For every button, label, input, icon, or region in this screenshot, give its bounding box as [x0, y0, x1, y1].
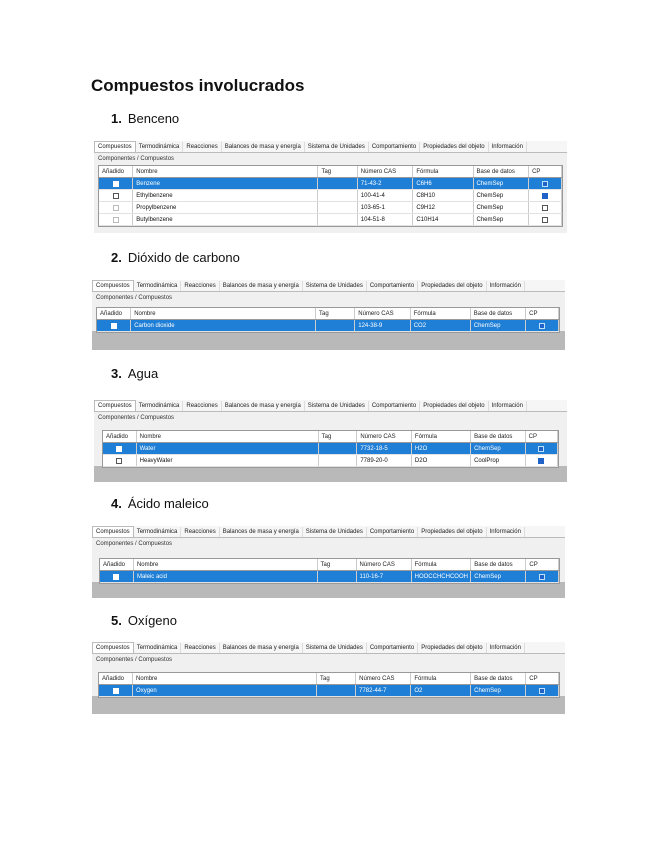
cp-cell: [526, 571, 559, 582]
column-header[interactable]: Tag: [317, 673, 356, 684]
tab-bar: [94, 400, 567, 412]
tab-5[interactable]: Comportamiento: [367, 527, 418, 537]
cp-checkbox[interactable]: [539, 574, 545, 580]
tab-7[interactable]: Información: [487, 527, 525, 537]
cas-number: 100-41-4: [358, 190, 414, 201]
compound-row[interactable]: [99, 214, 562, 226]
cp-cell: [526, 455, 558, 466]
tab-7[interactable]: Información: [489, 401, 527, 411]
tab-2[interactable]: Reacciones: [183, 401, 221, 411]
cas-number: 104-51-8: [358, 214, 414, 225]
grid-header: [99, 673, 559, 685]
tab-6[interactable]: Propiedades del objeto: [418, 281, 486, 291]
column-header[interactable]: Añadido: [97, 308, 131, 319]
empty-grid-area: [92, 331, 565, 350]
compound-name: Butylbenzene: [133, 214, 318, 225]
database: ChemSep: [474, 178, 530, 189]
compound-tag: [318, 214, 357, 225]
section-title-text: Ácido maleico: [127, 496, 209, 511]
cp-cell: [529, 202, 562, 213]
tab-3[interactable]: Balances de masa y energía: [220, 281, 303, 291]
added-checkbox[interactable]: [113, 193, 119, 199]
database: ChemSep: [471, 571, 526, 582]
compound-tag: [319, 455, 358, 466]
formula: CO2: [411, 320, 471, 331]
tab-0[interactable]: Compuestos: [94, 400, 136, 411]
cas-number: 7789-20-0: [357, 455, 412, 466]
compound-row[interactable]: [99, 178, 562, 190]
compound-tag: [319, 443, 358, 454]
database: ChemSep: [471, 685, 526, 696]
section-title: [111, 111, 179, 126]
tab-7[interactable]: Información: [487, 281, 525, 291]
section-number: 5.: [111, 613, 122, 628]
added-cell: [99, 178, 133, 189]
cas-number: 7782-44-7: [356, 685, 411, 696]
group-label: Componentes / Compuestos: [98, 156, 175, 162]
empty-grid-area: [94, 466, 567, 482]
column-header[interactable]: Tag: [318, 559, 357, 570]
compound-tag: [317, 685, 356, 696]
section-title: [111, 366, 158, 381]
database: ChemSep: [474, 202, 530, 213]
compound-row[interactable]: [103, 443, 558, 455]
added-cell: [103, 443, 137, 454]
cp-checkbox[interactable]: [539, 323, 545, 329]
formula: C6H6: [413, 178, 473, 189]
compounds-grid: [102, 430, 559, 468]
section-number: 1.: [111, 111, 122, 126]
tab-2[interactable]: Reacciones: [181, 643, 219, 653]
column-header[interactable]: Número CAS: [356, 673, 411, 684]
added-cell: [99, 685, 133, 696]
cp-checkbox[interactable]: [542, 217, 548, 223]
compound-name: Oxygen: [133, 685, 317, 696]
compounds-screenshot: [94, 400, 567, 482]
column-header[interactable]: Base de datos: [474, 166, 530, 177]
tab-4[interactable]: Sistema de Unidades: [303, 527, 367, 537]
added-checkbox[interactable]: [116, 458, 122, 464]
compound-name: Carbon dioxide: [131, 320, 316, 331]
compound-name: Maleic acid: [134, 571, 318, 582]
column-header[interactable]: Base de datos: [471, 673, 526, 684]
column-header[interactable]: Fórmula: [413, 166, 473, 177]
column-header[interactable]: Número CAS: [357, 559, 412, 570]
cas-number: 7732-18-5: [357, 443, 412, 454]
tab-5[interactable]: Comportamiento: [367, 643, 418, 653]
added-checkbox[interactable]: [113, 574, 119, 580]
page-title: Compuestos involucrados: [91, 76, 305, 95]
tab-3[interactable]: Balances de masa y energía: [220, 643, 303, 653]
cp-cell: [529, 178, 562, 189]
group-label: Componentes / Compuestos: [96, 541, 173, 547]
added-checkbox[interactable]: [113, 181, 119, 187]
cp-checkbox[interactable]: [539, 688, 545, 694]
section-number: 2.: [111, 250, 122, 265]
formula: D2O: [412, 455, 471, 466]
compounds-screenshot: [92, 642, 565, 714]
compound-row[interactable]: [97, 320, 559, 332]
cp-cell: [526, 320, 559, 331]
compound-name: Ethylbenzene: [133, 190, 318, 201]
tab-0[interactable]: Compuestos: [92, 526, 134, 537]
section-title-text: Agua: [127, 366, 159, 381]
added-cell: [100, 571, 134, 582]
tab-3[interactable]: Balances de masa y energía: [220, 527, 303, 537]
compounds-grid: [99, 558, 560, 584]
column-header[interactable]: Tag: [318, 166, 357, 177]
cas-number: 110-16-7: [357, 571, 412, 582]
cas-number: 124-38-9: [355, 320, 410, 331]
compound-tag: [318, 202, 357, 213]
compound-tag: [318, 571, 357, 582]
empty-grid-area: [92, 582, 565, 598]
database: ChemSep: [471, 320, 526, 331]
compounds-screenshot: [94, 141, 567, 233]
column-header[interactable]: Nombre: [131, 308, 316, 319]
column-header[interactable]: Base de datos: [471, 431, 526, 442]
database: ChemSep: [474, 190, 530, 201]
column-header[interactable]: CP: [526, 431, 558, 442]
grid-header: [103, 431, 558, 443]
formula: C9H12: [413, 202, 473, 213]
tab-bar: [92, 280, 565, 292]
grid-header: [100, 559, 559, 571]
formula: HOOCCHCHCOOH: [412, 571, 472, 582]
column-header[interactable]: Base de datos: [471, 559, 526, 570]
formula: O2: [411, 685, 471, 696]
compound-row[interactable]: [100, 571, 559, 583]
database: CoolProp: [471, 455, 526, 466]
column-header[interactable]: CP: [529, 166, 562, 177]
column-header[interactable]: Nombre: [133, 166, 318, 177]
added-checkbox[interactable]: [111, 323, 117, 329]
tab-5[interactable]: Comportamiento: [369, 401, 420, 411]
section-title-text: Dióxido de carbono: [127, 250, 240, 265]
tab-2[interactable]: Reacciones: [181, 527, 219, 537]
tab-0[interactable]: Compuestos: [94, 141, 136, 152]
group-label: Componentes / Compuestos: [96, 657, 173, 663]
compounds-screenshot: [92, 526, 565, 598]
compound-row[interactable]: [99, 202, 562, 214]
section-title-text: Benceno: [127, 111, 180, 126]
formula: H2O: [412, 443, 471, 454]
compounds-screenshot: [92, 280, 565, 350]
cp-cell: [529, 190, 562, 201]
tab-5[interactable]: Comportamiento: [367, 281, 418, 291]
compounds-grid: [96, 307, 560, 333]
tab-2[interactable]: Reacciones: [181, 281, 219, 291]
tab-7[interactable]: Información: [489, 142, 527, 152]
added-cell: [103, 455, 137, 466]
tab-6[interactable]: Propiedades del objeto: [420, 142, 488, 152]
column-header[interactable]: Tag: [319, 431, 358, 442]
tab-4[interactable]: Sistema de Unidades: [305, 142, 369, 152]
column-header[interactable]: Base de datos: [471, 308, 526, 319]
compound-tag: [316, 320, 355, 331]
section-number: 3.: [111, 366, 122, 381]
added-checkbox[interactable]: [116, 446, 122, 452]
cp-checkbox[interactable]: [542, 193, 548, 199]
section-title: [111, 250, 240, 265]
formula: C8H10: [413, 190, 473, 201]
compound-name: HeavyWater: [137, 455, 319, 466]
tab-1[interactable]: Termodinámica: [134, 643, 182, 653]
grid-header: [97, 308, 559, 320]
column-header[interactable]: Número CAS: [357, 431, 412, 442]
grid-header: [99, 166, 562, 178]
column-header[interactable]: CP: [526, 308, 559, 319]
tab-bar: [92, 526, 565, 538]
column-header[interactable]: CP: [526, 673, 559, 684]
column-header[interactable]: Nombre: [137, 431, 319, 442]
added-cell: [97, 320, 131, 331]
tab-1[interactable]: Termodinámica: [136, 401, 184, 411]
column-header[interactable]: CP: [526, 559, 559, 570]
added-cell: [99, 190, 133, 201]
tab-4[interactable]: Sistema de Unidades: [303, 281, 367, 291]
added-checkbox[interactable]: [113, 217, 119, 223]
column-header[interactable]: Añadido: [99, 673, 133, 684]
database: ChemSep: [474, 214, 530, 225]
cp-cell: [529, 214, 562, 225]
column-header[interactable]: Añadido: [100, 559, 134, 570]
cp-checkbox[interactable]: [542, 181, 548, 187]
tab-5[interactable]: Comportamiento: [369, 142, 420, 152]
compound-name: Water: [137, 443, 319, 454]
cp-checkbox[interactable]: [538, 458, 544, 464]
tab-bar: [92, 642, 565, 654]
cas-number: 71-43-2: [358, 178, 414, 189]
column-header[interactable]: Fórmula: [412, 559, 472, 570]
added-checkbox[interactable]: [113, 688, 119, 694]
compound-tag: [318, 190, 357, 201]
cp-cell: [526, 685, 559, 696]
compounds-grid: [98, 672, 560, 698]
added-cell: [99, 202, 133, 213]
section-number: 4.: [111, 496, 122, 511]
tab-3[interactable]: Balances de masa y energía: [222, 142, 305, 152]
added-cell: [99, 214, 133, 225]
column-header[interactable]: Nombre: [133, 673, 317, 684]
compound-tag: [318, 178, 357, 189]
tab-4[interactable]: Sistema de Unidades: [305, 401, 369, 411]
cp-checkbox[interactable]: [542, 205, 548, 211]
tab-1[interactable]: Termodinámica: [134, 281, 182, 291]
formula: C10H14: [413, 214, 473, 225]
compound-name: Benzene: [133, 178, 318, 189]
cp-cell: [526, 443, 558, 454]
section-title-text: Oxígeno: [127, 613, 177, 628]
tab-0[interactable]: Compuestos: [92, 280, 134, 291]
column-header[interactable]: Número CAS: [358, 166, 414, 177]
tab-bar: [94, 141, 567, 153]
database: ChemSep: [471, 443, 526, 454]
compound-name: Propylbenzene: [133, 202, 318, 213]
cas-number: 103-65-1: [358, 202, 414, 213]
compound-row[interactable]: [99, 190, 562, 202]
cp-checkbox[interactable]: [538, 446, 544, 452]
compound-row[interactable]: [99, 685, 559, 697]
tab-4[interactable]: Sistema de Unidades: [303, 643, 367, 653]
section-title: [111, 496, 209, 511]
tab-7[interactable]: Información: [487, 643, 525, 653]
tab-1[interactable]: Termodinámica: [136, 142, 184, 152]
tab-3[interactable]: Balances de masa y energía: [222, 401, 305, 411]
added-checkbox[interactable]: [113, 205, 119, 211]
tab-2[interactable]: Reacciones: [183, 142, 221, 152]
section-title: [111, 613, 177, 628]
tab-6[interactable]: Propiedades del objeto: [418, 527, 486, 537]
column-header[interactable]: Añadido: [103, 431, 137, 442]
tab-6[interactable]: Propiedades del objeto: [418, 643, 486, 653]
tab-1[interactable]: Termodinámica: [134, 527, 182, 537]
group-label: Componentes / Compuestos: [96, 295, 173, 301]
group-label: Componentes / Compuestos: [98, 415, 175, 421]
column-header[interactable]: Fórmula: [411, 308, 471, 319]
column-header[interactable]: Fórmula: [412, 431, 471, 442]
empty-grid-area: [92, 696, 565, 714]
compound-row[interactable]: [103, 455, 558, 467]
column-header[interactable]: Tag: [316, 308, 355, 319]
column-header[interactable]: Nombre: [134, 559, 318, 570]
tab-6[interactable]: Propiedades del objeto: [420, 401, 488, 411]
compounds-grid: [98, 165, 563, 227]
column-header[interactable]: Fórmula: [411, 673, 471, 684]
column-header[interactable]: Añadido: [99, 166, 133, 177]
column-header[interactable]: Número CAS: [355, 308, 410, 319]
tab-0[interactable]: Compuestos: [92, 642, 134, 653]
